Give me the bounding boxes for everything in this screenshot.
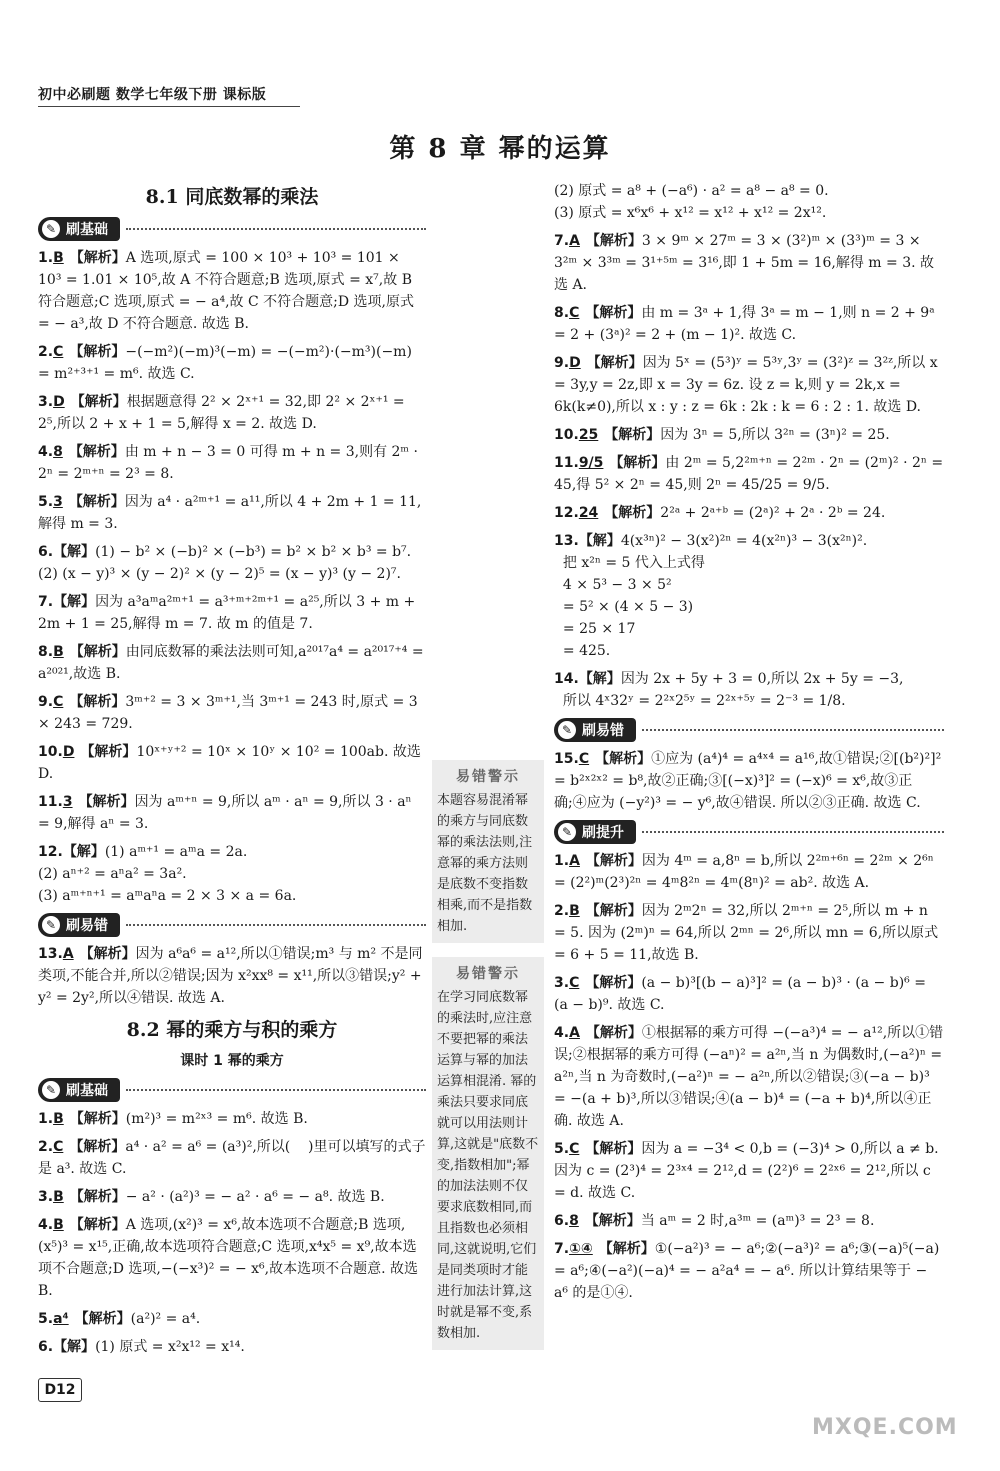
exercise-item: [554, 302, 944, 346]
exercise-number: 8.: [38, 644, 54, 660]
exercise-number: 15.: [554, 751, 579, 767]
exercise-item: [38, 341, 426, 385]
explanation-text: −(−m²)(−m)³(−m) = −(−m²)·(−m³)(−m) = m²⁺³⁺¹ = m⁶. 故选 C.: [38, 344, 417, 382]
explanation-marker: 【解】: [53, 1339, 96, 1355]
exercise-item: [554, 424, 944, 446]
explanation-text: 当 aᵐ = 2 时,a³ᵐ = (aᵐ)³ = 2³ = 8.: [640, 1213, 875, 1229]
explanation-marker: 【解析】: [70, 394, 127, 410]
exercise-item: [38, 943, 426, 1009]
explanation-marker: 【解析】: [69, 1189, 126, 1205]
pencil-icon: ✎: [558, 721, 576, 739]
exercise-item: [38, 1214, 426, 1302]
answer-key: 24: [578, 505, 599, 521]
warning-box: [432, 760, 544, 943]
exercise-item: [554, 1238, 944, 1304]
explanation-text: 由同底数幂的乘法法则可知,a²⁰¹⁷a⁴ = a²⁰¹⁷⁺⁴ = a²⁰²¹,故选 B.: [38, 644, 429, 682]
tag-basic: [38, 217, 426, 241]
explanation-text: 因为 5ˣ = (5³)ʸ = 5³ʸ,3ʸ = (3²)ᶻ = 3²ᶻ,所以 x = 3y,y = 2z,即 x = 3y = 6z. 设 z = k,则 y = 2k,x = 6k(k≠0),所以 x : y : z = 6k : 2k : k = 6 : 2 : 1. 故选 D.: [554, 355, 943, 415]
exercise-number: 4.: [38, 444, 54, 460]
tag-dotted-rule: [126, 1089, 426, 1091]
section-title-8-1: 8.1 同底数幂的乘法: [145, 186, 319, 208]
explanation-text: ①(−a²)³ = − a⁶;②(−a³)² = a⁶;③(−a)⁵(−a) = a⁶;④(−a²)(−a)⁴ = − a²a⁴ = − a⁶. 所以计算结果等于 − a⁶ 的是①④.: [554, 1241, 944, 1301]
explanation-text: a⁴ · a² = a⁶ = (a³)²,所以( )里可以填写的式子是 a³. 故选 C.: [38, 1139, 426, 1177]
explanation-marker: 【解析】: [74, 1311, 131, 1327]
explanation-marker: 【解析】: [604, 505, 661, 521]
exercise-item: [554, 502, 944, 524]
exercise-item: [554, 1022, 947, 1132]
exercise-number: 9.: [38, 694, 54, 710]
explanation-marker: 【解析】: [585, 975, 642, 991]
answer-key: C: [578, 751, 590, 767]
left-column: [38, 180, 429, 1364]
exercise-item: [554, 668, 944, 712]
exercise-number: 7.: [554, 1241, 570, 1257]
explanation-text: ①应为 (a⁴)⁴ = a⁴ˣ⁴ = a¹⁶,故①错误;②[(b²)²]² = b²ˣ²ˣ² = b⁸,故②正确;③[(−x)³]² = (−x)⁶ = x⁶,故③正确;④应为 (−y²)³ = − y⁶,故④错误. 所以②③正确. 故选 C.: [554, 751, 946, 811]
answer-key: ①④: [569, 1241, 593, 1257]
exercise-item: [38, 1108, 426, 1130]
exercise-number: 1.: [554, 853, 570, 869]
exercise-number: 7.: [38, 594, 54, 610]
exercise-item: [38, 591, 426, 635]
explanation-text: 因为 3ⁿ = 5,所以 3²ⁿ = (3ⁿ)² = 25.: [660, 427, 890, 443]
exercise-item: [554, 452, 948, 496]
exercise-item: [38, 841, 426, 907]
tag-dotted-rule: [642, 831, 944, 833]
explanation-marker: 【解析】: [604, 427, 661, 443]
answer-key: A: [62, 946, 74, 962]
explanation-marker: 【解析】: [78, 794, 135, 810]
explanation-text: 因为 a⁴ · a²ᵐ⁺¹ = a¹¹,所以 4 + 2m + 1 = 11,解得 m = 3.: [38, 494, 422, 532]
explanation-text: 因为 a³aᵐa²ᵐ⁺¹ = a³⁺ᵐ⁺²ᵐ⁺¹ = a²⁵,所以 3 + m + 2m + 1 = 25,解得 m = 7. 故 m 的值是 7.: [38, 594, 420, 632]
answer-key: C: [569, 305, 580, 321]
answer-key: A: [569, 233, 580, 249]
explanation-marker: 【解析】: [585, 903, 642, 919]
explanation-text: 10ˣ⁺ʸ⁺² = 10ˣ × 10ʸ × 10² = 100ab. 故选 D.: [38, 744, 426, 782]
exercise-item: [554, 1210, 944, 1232]
answer-key: B: [53, 1217, 64, 1233]
explanation-marker: 【解】: [578, 533, 621, 549]
answer-key: A: [569, 1025, 580, 1041]
exercise-item: [554, 352, 944, 418]
explanation-marker: 【解析】: [68, 444, 125, 460]
answer-key: 9/5: [578, 455, 604, 471]
exercise-item: [38, 641, 429, 685]
answer-key: 3: [62, 794, 73, 810]
exercise-number: 12.: [38, 844, 63, 860]
answer-key: B: [53, 1189, 64, 1205]
exercise-item: [554, 180, 944, 224]
exercise-number: 10.: [38, 744, 63, 760]
exercise-number: 13.: [554, 533, 579, 549]
exercise-number: 11.: [554, 455, 579, 471]
pencil-icon: ✎: [42, 220, 60, 238]
exercise-number: 2.: [38, 344, 54, 360]
answer-key: C: [569, 1141, 580, 1157]
answer-key: 25: [578, 427, 599, 443]
explanation-text: 因为 a⁶a⁶ = a¹²,所以①错误;m³ 与 m² 不是同类项,不能合并,所以②错误;因为 x²xx⁸ = x¹¹,所以③错误;y² + y² = 2y²,所以④错误. 故选 A.: [38, 946, 427, 1006]
explanation-text: 4(x³ⁿ)² − 3(x²)²ⁿ = 4(x²ⁿ)³ − 3(x²ⁿ)². 把 x²ⁿ = 5 代入上式得 4 × 5³ − 3 × 5² = 5² × (4 × 5 − 3) = 25 × 17 = 425.: [562, 533, 868, 659]
exercise-list: [554, 850, 947, 1304]
exercise-list: [554, 180, 948, 712]
exercise-item: [38, 1136, 426, 1180]
explanation-text: 由 2ᵐ = 5,2²ᵐ⁺ⁿ = 2²ᵐ · 2ⁿ = (2ᵐ)² · 2ⁿ = 45,得 5² × 2ⁿ = 45,则 2ⁿ = 45/25 = 9/5.: [554, 455, 948, 493]
running-header: 初中必刷题 数学七年级下册 课标版: [38, 87, 267, 103]
exercise-item: [554, 530, 944, 662]
explanation-text: 因为 2x + 5y + 3 = 0,所以 2x + 5y = −3, 所以 4ˣ32ʸ = 2²ˣ2⁵ʸ = 2²ˣ⁺⁵ʸ = 2⁻³ = 1/8.: [562, 671, 904, 709]
answer-key: 8: [53, 444, 63, 460]
explanation-text: (1) − b² × (−b)² × (−b³) = b² × b² × b³ = b⁷. (2) (x − y)³ × (y − 2)² × (y − 2)⁵ = (x − y)³ (y − 2)⁷.: [38, 544, 412, 582]
explanation-marker: 【解】: [53, 594, 96, 610]
pencil-icon: ✎: [42, 916, 60, 934]
tag-dotted-rule: [126, 924, 426, 926]
warning-body: 在学习同底数幂的乘法时,应注意不要把幂的乘法运算与幂的加法运算相混淆. 幂的乘法只要求同底就可以用法则计算,这就是"底数不变,指数相加";幂的加法法则不仅要求底数相同,而且指数也必须相同,这就说明,它们是同类项时才能进行加法计算,这时就是幂不变,系数相加.: [437, 990, 539, 1341]
explanation-text: (a²)² = a⁴.: [130, 1311, 201, 1327]
tag-mistakes: [554, 718, 944, 742]
explanation-text: A 选项,原式 = 100 × 10³ + 10³ = 101 × 10³ = 1.01 × 10⁵,故 A 不符合题意;B 选项,原式 = x⁷,故 B 符合题意;C 选项,原式 = − a⁴,故 C 不符合题意;D 选项,原式 = − a³,故 D 不符合题意. 故选 B.: [38, 250, 419, 332]
exercise-number: 6.: [38, 544, 54, 560]
exercise-list: [38, 247, 429, 907]
exercise-list: [38, 1108, 426, 1358]
exercise-item: [38, 491, 426, 535]
explanation-marker: 【解析】: [69, 1139, 126, 1155]
exercise-number: 3.: [38, 1189, 54, 1205]
explanation-text: 3 × 9ᵐ × 27ᵐ = 3 × (3²)ᵐ × (3³)ᵐ = 3 × 3²ᵐ × 3³ᵐ = 3¹⁺⁵ᵐ = 3¹⁶,即 1 + 5m = 16,解得 m = 3. 故选 A.: [554, 233, 935, 293]
explanation-marker: 【解】: [62, 844, 105, 860]
explanation-text: 因为 4ᵐ = a,8ⁿ = b,所以 2²ᵐ⁺⁶ⁿ = 2²ᵐ × 2⁶ⁿ = (2²)ᵐ(2³)²ⁿ = 4ᵐ8²ⁿ = 4ᵐ(8ⁿ)² = ab². 故选 A.: [554, 853, 939, 891]
explanation-marker: 【解析】: [584, 1213, 641, 1229]
answer-key: C: [53, 1139, 64, 1155]
section-title-8-2: 8.2 幂的乘方与积的乘方: [126, 1019, 338, 1041]
tag-basic: [38, 1078, 426, 1102]
tag-label: 刷基础: [66, 222, 108, 238]
exercise-number: 2.: [554, 903, 570, 919]
exercise-item: [38, 791, 426, 835]
explanation-marker: 【解析】: [68, 494, 125, 510]
warning-title: 易错警示: [456, 966, 520, 982]
exercise-number: 3.: [554, 975, 570, 991]
explanation-marker: 【解析】: [586, 355, 643, 371]
tag-label: 刷易错: [66, 918, 108, 934]
answer-key: D: [53, 394, 65, 410]
exercise-number: 9.: [554, 355, 570, 371]
explanation-text: − a² · (a²)³ = − a² · a⁶ = − a⁸. 故选 B.: [125, 1189, 385, 1205]
exercise-number: 11.: [38, 794, 63, 810]
exercise-item: [38, 741, 426, 785]
exercise-item: [554, 900, 944, 966]
warning-title: 易错警示: [456, 769, 520, 785]
answer-key: D: [62, 744, 75, 760]
exercise-item: [554, 748, 944, 814]
answer-key: C: [53, 694, 64, 710]
explanation-text: 根据题意得 2² × 2ˣ⁺¹ = 32,即 2² × 2ˣ⁺¹ = 2⁵,所以 2 + x + 1 = 5,解得 x = 2. 故选 D.: [38, 394, 410, 432]
exercise-item: [38, 1336, 426, 1358]
exercise-number: 4.: [554, 1025, 570, 1041]
explanation-text: 2²ᵃ + 2ᵃ⁺ᵇ = (2ᵃ)² + 2ᵃ · 2ᵇ = 24.: [660, 505, 886, 521]
exercise-number: 6.: [554, 1213, 570, 1229]
exercise-number: 7.: [554, 233, 570, 249]
tag-dotted-rule: [126, 228, 426, 230]
exercise-number: 3.: [38, 394, 54, 410]
explanation-text: 由 m = 3ᵃ + 1,得 3ᵃ = m − 1,则 n = 2 + 9ᵃ = 2 + (3ᵃ)² = 2 + (m − 1)². 故选 C.: [554, 305, 940, 343]
answer-key: 8: [569, 1213, 579, 1229]
exercise-item: [38, 441, 426, 485]
explanation-text: 因为 a = −3⁴ < 0,b = (−3)⁴ > 0,所以 a ≠ b. 因为 c = (2³)⁴ = 2³ˣ⁴ = 2¹²,d = (2²)⁶ = 2²ˣ⁶ = 2¹²,所以 c = d. 故选 C.: [554, 1141, 944, 1201]
explanation-text: 3ᵐ⁺² = 3 × 3ᵐ⁺¹,当 3ᵐ⁺¹ = 243 时,原式 = 3 × 243 = 729.: [38, 694, 423, 732]
warning-box: [432, 957, 544, 1350]
exercise-item: [38, 691, 426, 735]
explanation-marker: 【解析】: [69, 1217, 126, 1233]
exercise-list: [554, 748, 944, 814]
answer-key: B: [53, 250, 64, 266]
explanation-text: A 选项,(x²)³ = x⁶,故本选项不合题意;B 选项,(x⁵)³ = x¹⁵,正确,故本选项符合题意;C 选项,x⁴x⁵ = x⁹,故本选项不合题意;D 选项,−(−x³)² = − x⁶,故本选项不合题意. 故选 B.: [38, 1217, 423, 1299]
answer-key: 3: [53, 494, 63, 510]
exercise-item: [38, 247, 426, 335]
explanation-text: 因为 aᵐ⁺ⁿ = 9,所以 aᵐ · aⁿ = 9,所以 3 · aⁿ = 9,解得 aⁿ = 3.: [38, 794, 417, 832]
page-number: D12: [38, 1378, 82, 1402]
exercise-number: 12.: [554, 505, 579, 521]
answer-key: B: [569, 903, 580, 919]
answer-key: B: [53, 644, 64, 660]
explanation-text: 因为 2ᵐ2ⁿ = 32,所以 2ᵐ⁺ⁿ = 2⁵,所以 m + n = 5. 因为 (2ᵐ)ⁿ = 64,所以 2ᵐⁿ = 2⁶,所以 mn = 6,所以原式 = 6 + 5 = 11,故选 B.: [554, 903, 943, 963]
explanation-marker: 【解析】: [69, 344, 126, 360]
explanation-marker: 【解析】: [69, 250, 126, 266]
explanation-marker: 【解析】: [595, 751, 652, 767]
tag-label: 刷基础: [66, 1083, 108, 1099]
explanation-marker: 【解析】: [80, 744, 137, 760]
answer-key: D: [569, 355, 581, 371]
explanation-marker: 【解析】: [69, 644, 126, 660]
answer-key: A: [569, 853, 580, 869]
exercise-number: 14.: [554, 671, 579, 687]
tag-label: 刷易错: [582, 723, 624, 739]
header-rule: [38, 106, 300, 107]
explanation-marker: 【解析】: [585, 1141, 642, 1157]
exercise-item: [554, 850, 944, 894]
middle-column: [432, 760, 544, 1364]
answer-key: a⁴: [53, 1311, 69, 1327]
explanation-marker: 【解析】: [79, 946, 136, 962]
exercise-number: 1.: [38, 1111, 54, 1127]
answer-key: C: [53, 344, 64, 360]
explanation-text: ①根据幂的乘方可得 −(−a³)⁴ = − a¹²,所以①错误;②根据幂的乘方可得 (−aⁿ)² = a²ⁿ,当 n 为偶数时,(−a²)ⁿ = a²ⁿ,当 n 为奇数时,(−a²)ⁿ = − a²ⁿ,所以②错误;③(−a − b)³ = −(a + b)³,所以③错误;④(a − b)⁴ = (−a + b)⁴,所以④正确. 故选 A.: [554, 1025, 947, 1129]
exercise-item: [38, 1308, 426, 1330]
pencil-icon: ✎: [42, 1081, 60, 1099]
explanation-marker: 【解析】: [609, 455, 666, 471]
explanation-text: (1) aᵐ⁺¹ = aᵐa = 2a. (2) aⁿ⁺² = aⁿa² = 3a². (3) aᵐ⁺ⁿ⁺¹ = aᵐaⁿa = 2 × 3 × a = 6a.: [38, 844, 297, 904]
exercise-item: [554, 1138, 944, 1204]
explanation-text: (2) 原式 = a⁸ + (−a⁶) · a² = a⁸ − a⁸ = 0. (3) 原式 = x⁶x⁶ + x¹² = x¹² + x¹² = 2x¹².: [554, 183, 829, 221]
tag-label: 刷提升: [582, 825, 624, 841]
warning-body: 本题容易混淆幂的乘方与同底数幂的乘法法则,注意幂的乘方法则是底数不变指数相乘,而不是指数相加.: [437, 793, 533, 934]
pencil-icon: ✎: [558, 823, 576, 841]
exercise-item: [554, 972, 944, 1016]
watermark: MXQE.COM: [812, 1415, 958, 1440]
explanation-marker: 【解】: [578, 671, 621, 687]
explanation-marker: 【解析】: [585, 1025, 642, 1041]
explanation-marker: 【解析】: [585, 853, 642, 869]
explanation-text: (1) 原式 = x²x¹² = x¹⁴.: [95, 1339, 245, 1355]
explanation-marker: 【解析】: [585, 305, 642, 321]
exercise-item: [38, 391, 426, 435]
explanation-text: (a − b)³[(b − a)³]² = (a − b)³ · (a − b)⁶ = (a − b)⁹. 故选 C.: [554, 975, 931, 1013]
chapter-title: 第 8 章 幂的运算: [389, 134, 611, 164]
exercise-number: 5.: [554, 1141, 570, 1157]
exercise-item: [38, 1186, 426, 1208]
exercise-number: 10.: [554, 427, 579, 443]
explanation-marker: 【解析】: [598, 1241, 655, 1257]
exercise-list: [38, 943, 426, 1009]
tag-advanced: [554, 820, 944, 844]
lesson-title: 课时 1 幂的乘方: [180, 1053, 284, 1069]
exercise-number: 6.: [38, 1339, 54, 1355]
explanation-text: 由 m + n − 3 = 0 可得 m + n = 3,则有 2ᵐ · 2ⁿ = 2ᵐ⁺ⁿ = 2³ = 8.: [38, 444, 423, 482]
explanation-marker: 【解析】: [585, 233, 642, 249]
explanation-marker: 【解析】: [69, 1111, 126, 1127]
tag-dotted-rule: [642, 729, 944, 731]
explanation-text: (m²)³ = m²ˣ³ = m⁶. 故选 B.: [125, 1111, 308, 1127]
explanation-marker: 【解】: [53, 544, 96, 560]
exercise-number: 13.: [38, 946, 63, 962]
exercise-number: 5.: [38, 1311, 54, 1327]
exercise-number: 2.: [38, 1139, 54, 1155]
explanation-marker: 【解析】: [69, 694, 126, 710]
answer-key: C: [569, 975, 580, 991]
exercise-number: 5.: [38, 494, 54, 510]
tag-mistakes: [38, 913, 426, 937]
answer-key: B: [53, 1111, 64, 1127]
exercise-item: [554, 230, 944, 296]
exercise-number: 8.: [554, 305, 570, 321]
exercise-number: 4.: [38, 1217, 54, 1233]
exercise-number: 1.: [38, 250, 54, 266]
exercise-item: [38, 541, 426, 585]
right-column: [554, 180, 948, 1310]
